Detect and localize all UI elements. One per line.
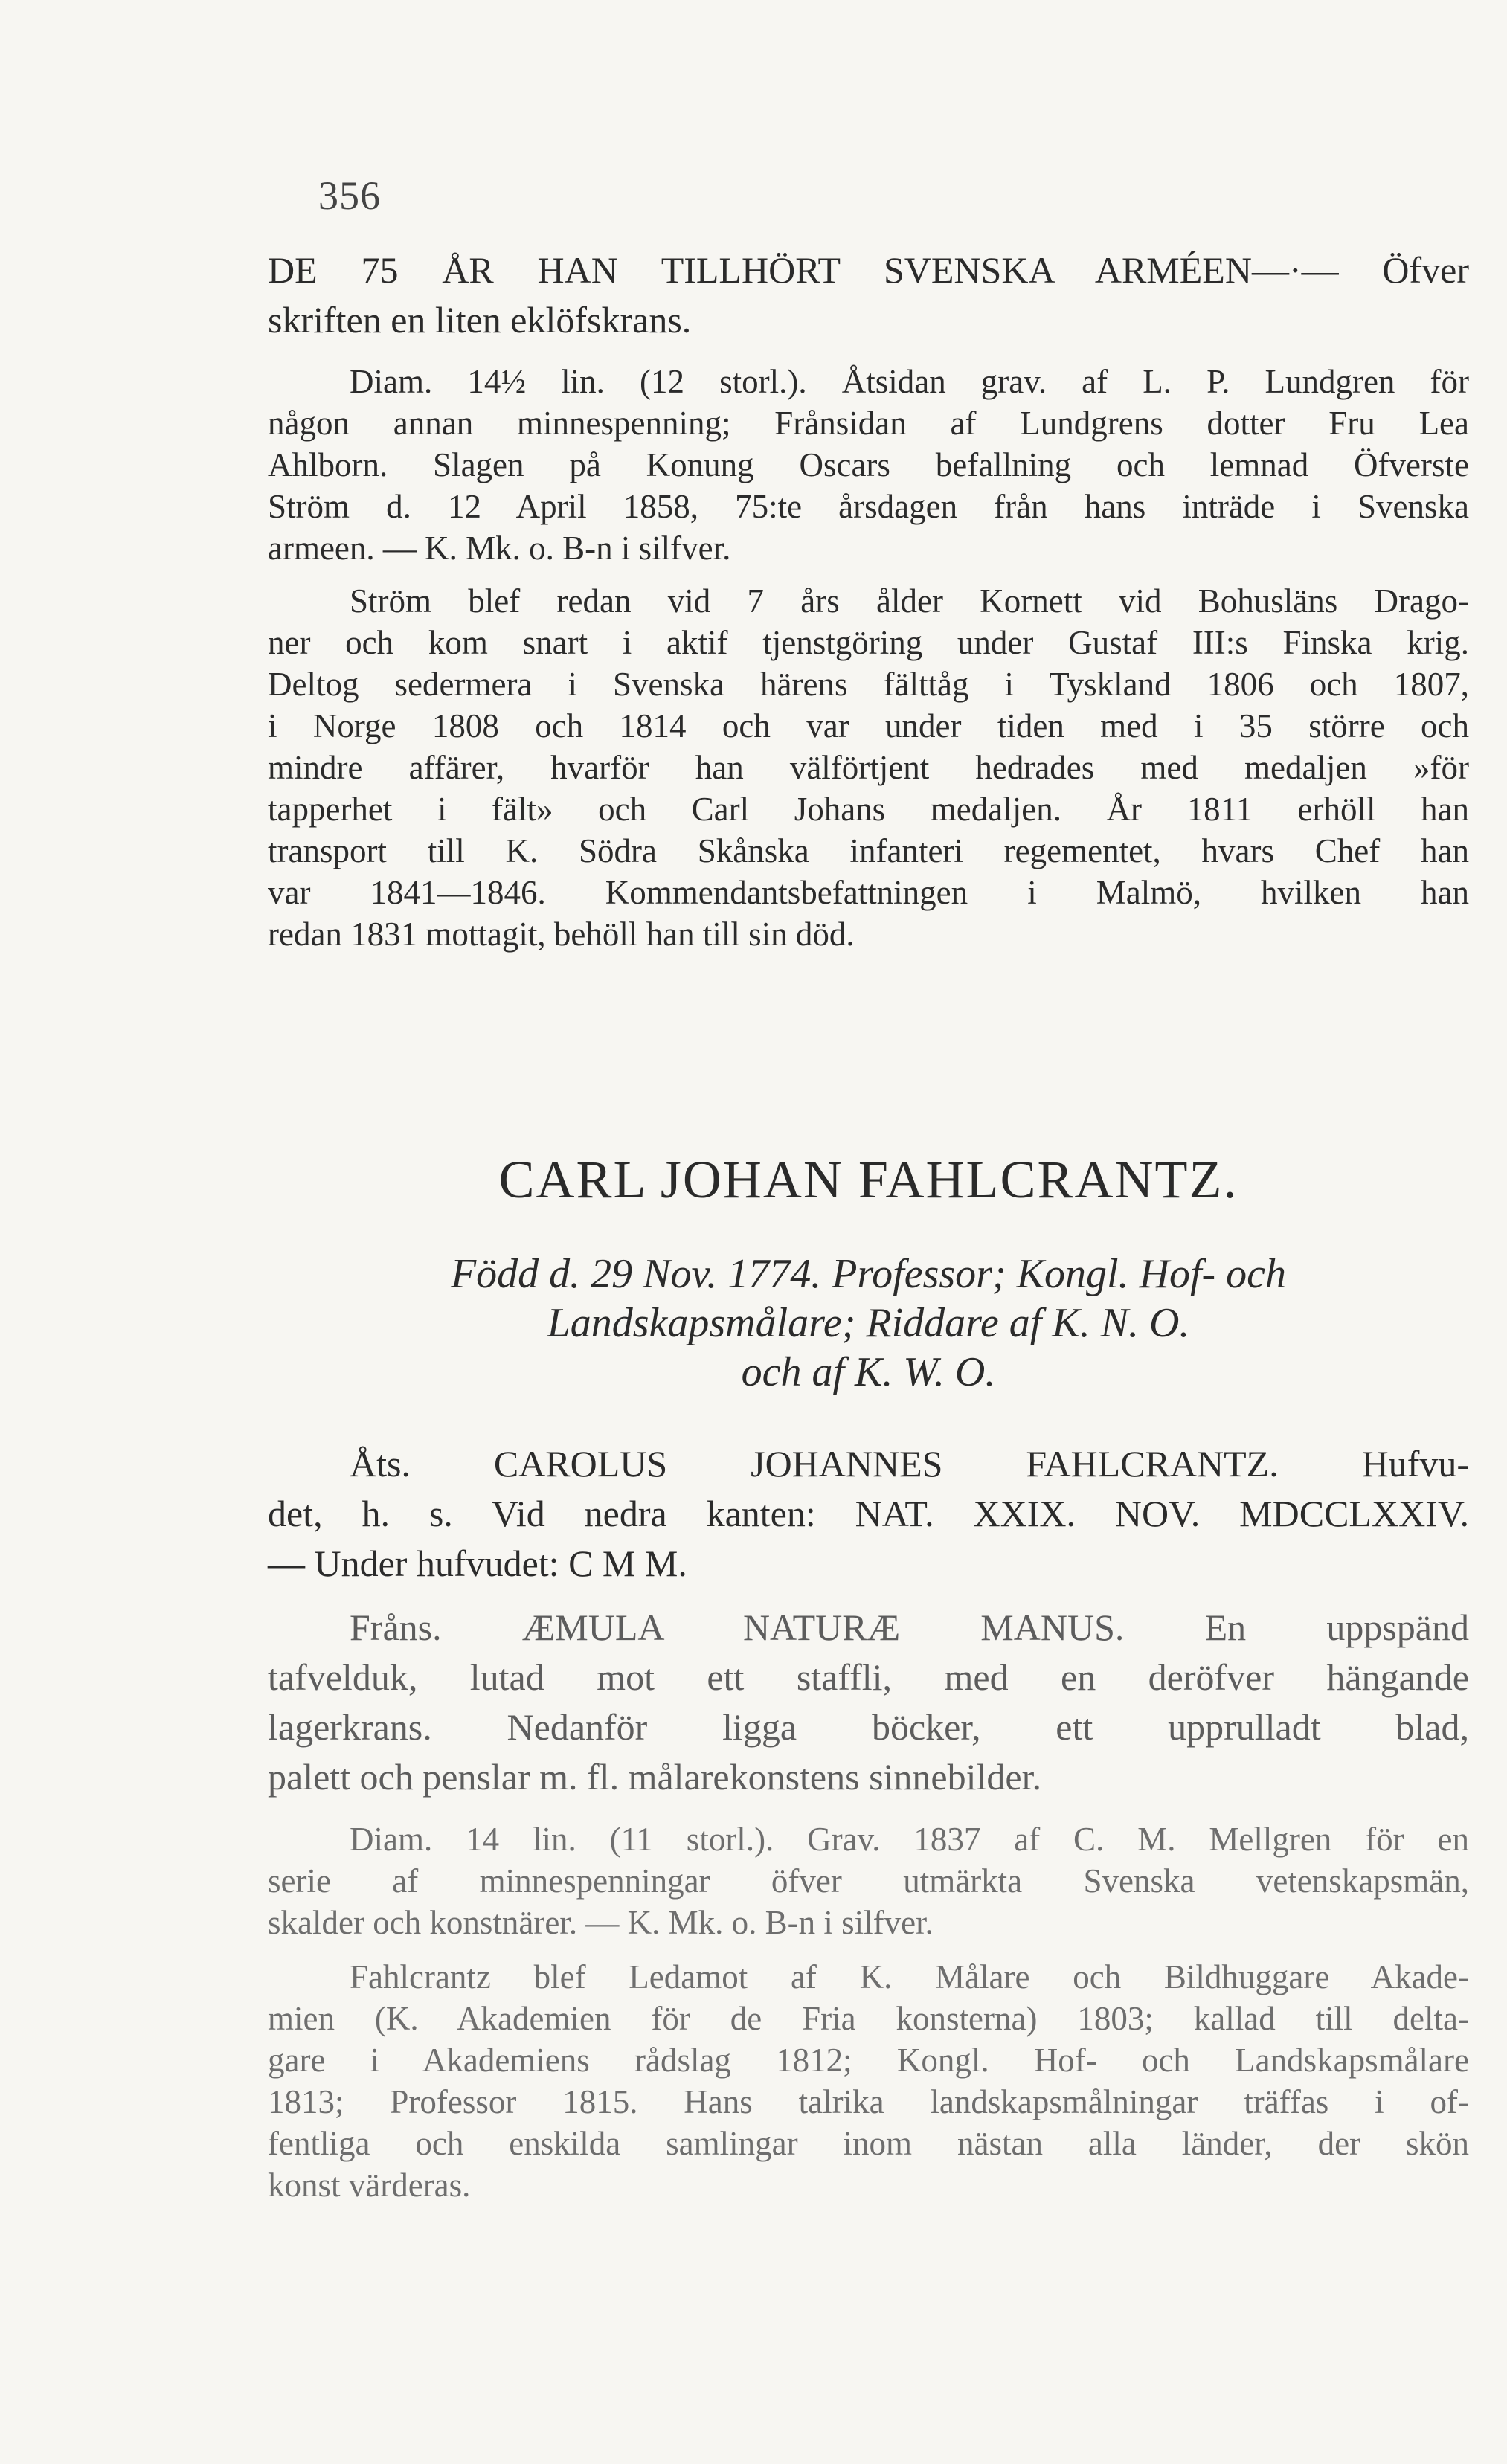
text-line: — Under hufvudet: C M M. xyxy=(268,1543,687,1584)
reverse-description xyxy=(268,1603,1469,1802)
medal-description xyxy=(268,361,1469,569)
text-line: Diam. 14 lin. (11 storl.). Grav. 1837 af C. M. Mellgren för en xyxy=(350,1821,1469,1858)
medal-heading xyxy=(268,245,1469,345)
text-line: Åts. CAROLUS JOHANNES FAHLCRANTZ. Hufvu- xyxy=(350,1443,1469,1484)
text-line: mindre affärer, hvarför han välförtjent hedrades med medaljen »för xyxy=(268,749,1469,786)
text-line: i Norge 1808 och 1814 och var under tiden med i 35 större och xyxy=(268,707,1469,744)
text-line: redan 1831 mottagit, behöll han till sin död. xyxy=(268,916,855,953)
text-line: skalder och konstnärer. — K. Mk. o. B-n i silfver. xyxy=(268,1904,934,1941)
text-line: Fahlcrantz blef Ledamot af K. Målare och Bildhuggare Akade- xyxy=(350,1958,1469,1995)
text-line: gare i Akademiens rådslag 1812; Kongl. Hof- och Landskapsmålare xyxy=(268,2042,1469,2079)
text-line: konst värderas. xyxy=(268,2167,471,2204)
text-line: armeen. — K. Mk. o. B-n i silfver. xyxy=(268,530,731,567)
text-line: mien (K. Akademien för de Fria konsterna) 1803; kallad till delta- xyxy=(268,2000,1469,2037)
heading-line: DE 75 ÅR HAN TILLHÖRT SVENSKA ARMÉEN—·— Öfver xyxy=(268,249,1469,291)
subtitle-line: och af K. W. O. xyxy=(741,1349,996,1395)
subtitle-line: Landskapsmålare; Riddare af K. N. O. xyxy=(547,1300,1190,1346)
text-line: var 1841—1846. Kommendantsbefattningen i Malmö, hvilken han xyxy=(268,874,1469,911)
strom-biography xyxy=(268,580,1469,955)
text-line: Deltog sedermera i Svenska härens fälttåg i Tyskland 1806 och 1807, xyxy=(268,666,1469,703)
text-line: Fråns. ÆMULA NATURÆ MANUS. En uppspänd xyxy=(350,1606,1469,1648)
text-line: lagerkrans. Nedanför ligga böcker, ett upprulladt blad, xyxy=(268,1706,1469,1748)
text-line: 1813; Professor 1815. Hans talrika landskapsmålningar träffas i of- xyxy=(268,2083,1469,2120)
text-line: Diam. 14½ lin. (12 storl.). Åtsidan grav. af L. P. Lundgren för xyxy=(350,363,1469,400)
text-line: Ström blef redan vid 7 års ålder Kornett vid Bohusläns Drago- xyxy=(350,582,1469,620)
text-line: transport till K. Södra Skånska infanteri regementet, hvars Chef han xyxy=(268,832,1469,869)
fahlcrantz-biography xyxy=(268,1956,1469,2206)
page-number: 356 xyxy=(318,173,381,218)
text-line: tapperhet i fält» och Carl Johans medaljen. År 1811 erhöll han xyxy=(268,791,1469,828)
medal-description-2 xyxy=(268,1818,1469,1943)
section-subtitle xyxy=(268,1249,1469,1397)
text-line: Ström d. 12 April 1858, 75:te årsdagen från hans inträde i Svenska xyxy=(268,488,1469,525)
heading-line: skriften en liten eklöfskrans. xyxy=(268,299,692,341)
text-line: tafvelduk, lutad mot ett staffli, med en deröfver hängande xyxy=(268,1656,1469,1698)
section-title: CARL JOHAN FAHLCRANTZ. xyxy=(498,1150,1238,1209)
text-line: palett och penslar m. fl. målarekonstens sinnebilder. xyxy=(268,1756,1041,1798)
obverse-description xyxy=(268,1439,1469,1589)
text-line: ner och kom snart i aktif tjenstgöring under Gustaf III:s Finska krig. xyxy=(268,624,1469,661)
text-line: det, h. s. Vid nedra kanten: NAT. XXIX. NOV. MDCCLXXIV. xyxy=(268,1493,1469,1534)
text-line: någon annan minnespenning; Frånsidan af Lundgrens dotter Fru Lea xyxy=(268,405,1469,442)
text-line: fentliga och enskilda samlingar inom nästan alla länder, der skön xyxy=(268,2125,1469,2162)
subtitle-line: Född d. 29 Nov. 1774. Professor; Kongl. Hof- och xyxy=(450,1251,1287,1297)
text-line: Ahlborn. Slagen på Konung Oscars befallning och lemnad Öfverste xyxy=(268,446,1469,483)
text-line: serie af minnespenningar öfver utmärkta Svenska vetenskapsmän, xyxy=(268,1862,1469,1900)
